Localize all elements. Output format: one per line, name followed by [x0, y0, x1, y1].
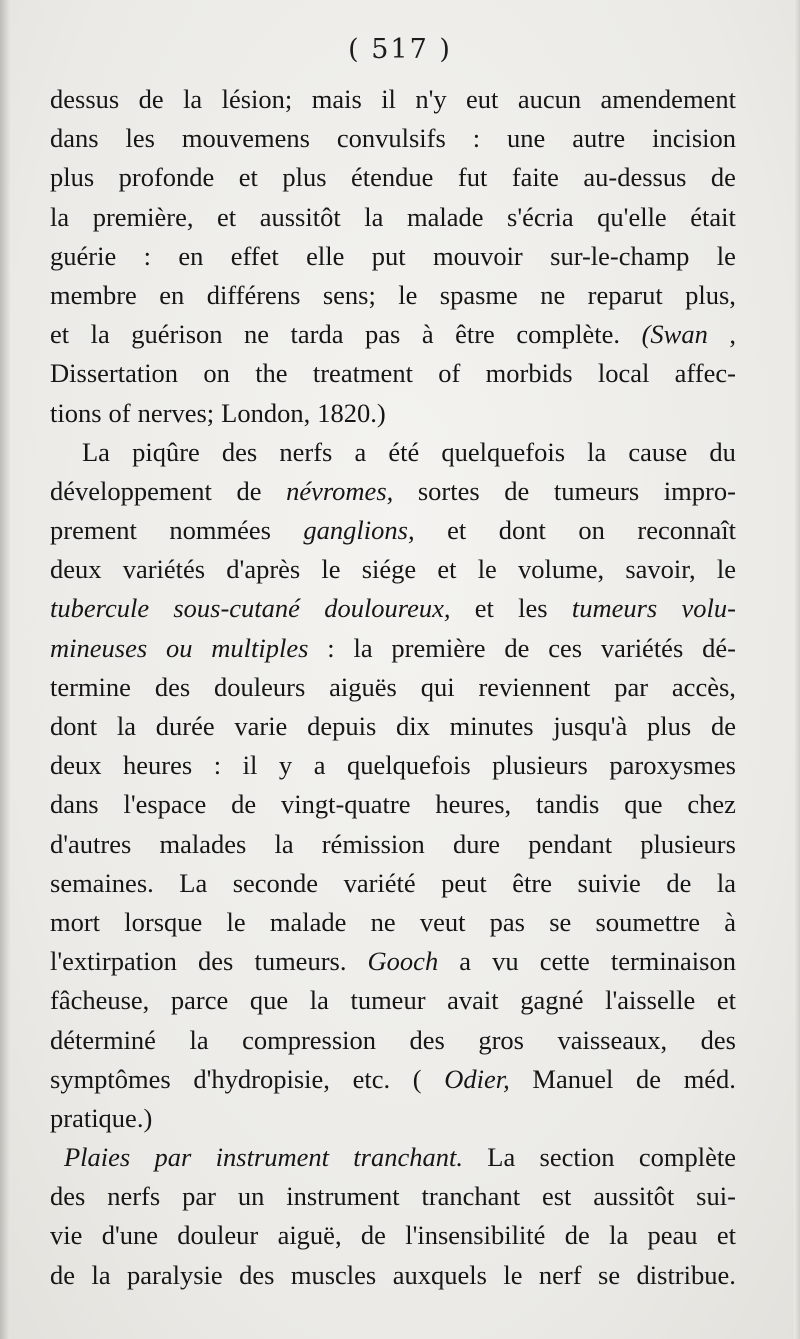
word: la	[91, 1259, 111, 1290]
word: la	[274, 828, 294, 859]
word: etc.	[352, 1063, 391, 1094]
text-line	[50, 668, 736, 707]
word: seconde	[232, 867, 319, 898]
word: volu-	[681, 593, 736, 624]
word: heures,	[435, 789, 512, 820]
text-line	[50, 1138, 736, 1177]
word: variétés	[600, 632, 684, 663]
word: affec-	[674, 358, 736, 389]
word: reparut	[587, 279, 663, 310]
word: nerfs	[279, 436, 333, 467]
word: dans	[50, 123, 99, 154]
word: été	[388, 436, 420, 467]
text-line	[50, 472, 736, 511]
word: la	[587, 436, 607, 467]
word: la	[364, 201, 384, 232]
word: déterminé	[50, 1024, 156, 1055]
word: malade	[406, 201, 484, 232]
word: des	[50, 1181, 86, 1212]
word: d'une	[101, 1220, 158, 1251]
word: pratique.)	[50, 1102, 153, 1133]
word: tubercule	[50, 593, 150, 624]
word: d'autres	[50, 828, 132, 859]
text-line	[50, 903, 736, 942]
word: tions	[50, 397, 102, 428]
word: s'écria	[507, 201, 574, 232]
word: des	[409, 1024, 445, 1055]
word: nommées	[169, 515, 271, 546]
word: jusqu'à	[553, 711, 628, 741]
word: rémission	[321, 828, 425, 859]
word: ne	[244, 319, 270, 350]
word: tranchant.	[353, 1142, 463, 1173]
word: aussitôt	[593, 1181, 675, 1212]
word: Odier,	[444, 1063, 510, 1094]
word: (Swan	[641, 319, 708, 350]
word: dé-	[702, 632, 736, 663]
word: peau	[647, 1220, 698, 1251]
word: l'extirpation	[50, 946, 177, 977]
word: la	[189, 1024, 209, 1055]
word: au-dessus	[583, 162, 687, 193]
word: de	[236, 475, 262, 506]
word: mort	[50, 906, 101, 937]
word: aiguë,	[277, 1220, 342, 1251]
text-line	[50, 1177, 736, 1216]
word: le	[226, 906, 246, 937]
word: la	[309, 985, 329, 1016]
word: malade	[269, 906, 347, 937]
word: guérison	[131, 319, 223, 350]
text-line	[50, 589, 736, 628]
word: du	[709, 436, 736, 467]
text-line	[50, 511, 736, 550]
text-line	[50, 629, 736, 668]
word: qui	[420, 671, 455, 702]
word: le	[503, 1259, 523, 1290]
word: tarda	[290, 319, 344, 350]
text-line	[50, 1060, 736, 1099]
word: de	[231, 789, 257, 820]
word: complète	[638, 1142, 736, 1173]
word: mineuses	[50, 632, 148, 663]
text-line	[50, 746, 736, 785]
word: tumeurs.	[254, 946, 347, 977]
word: dont	[498, 515, 546, 546]
word: et	[437, 554, 457, 585]
word: :	[143, 240, 151, 271]
word: être	[455, 319, 495, 350]
word: termine	[50, 671, 131, 702]
word: les	[518, 593, 548, 624]
word: local	[597, 358, 650, 389]
word: de	[710, 162, 736, 193]
word: de	[138, 84, 164, 114]
word: nerfs	[107, 1181, 161, 1212]
word: à	[421, 319, 434, 350]
word: en	[178, 240, 204, 271]
word: la	[353, 632, 373, 663]
word: par	[154, 1142, 192, 1173]
word: première,	[92, 201, 194, 232]
word: put	[371, 240, 406, 271]
word: plus	[282, 162, 327, 193]
word: la	[90, 319, 110, 350]
word: la	[609, 1220, 629, 1251]
word: compression	[242, 1024, 377, 1055]
word: (	[412, 1063, 422, 1094]
word: mouvemens	[181, 123, 310, 154]
word: différens	[206, 279, 301, 310]
word: on	[578, 515, 605, 546]
word: Gooch	[367, 946, 439, 977]
word: et	[474, 593, 494, 624]
word: prement	[50, 515, 137, 546]
word: variétés	[122, 554, 206, 585]
word: tumeurs	[553, 475, 640, 506]
word: paroxysmes	[609, 750, 736, 781]
word: instrument	[215, 1142, 330, 1173]
word: the	[255, 358, 288, 389]
word: de	[636, 1063, 662, 1094]
word: nerves;	[137, 397, 215, 428]
word: les	[125, 123, 155, 154]
word: méd.	[683, 1063, 736, 1094]
word: nerf	[538, 1259, 582, 1290]
word: douleur	[177, 1220, 259, 1251]
text-line	[50, 942, 736, 981]
word: ne	[540, 279, 566, 310]
word: de	[50, 1259, 76, 1290]
word: la	[716, 867, 736, 898]
word: autre	[572, 123, 626, 154]
word: tranchant	[421, 1181, 521, 1212]
word: deux	[50, 750, 102, 781]
word: heures	[123, 750, 193, 781]
word: que	[249, 985, 289, 1016]
word: par	[614, 671, 649, 702]
word: La	[82, 436, 110, 467]
word: piqûre	[132, 436, 200, 467]
word: elle	[306, 240, 345, 271]
word: et	[447, 515, 467, 546]
word: vie	[50, 1220, 83, 1251]
word: par	[182, 1181, 216, 1212]
word: durée	[155, 711, 215, 741]
word: terminaison	[610, 946, 736, 977]
word: à	[724, 906, 736, 937]
word: amendement	[600, 84, 736, 114]
text-line	[50, 433, 736, 472]
word: sur-le-champ	[550, 240, 690, 271]
word: eut	[466, 84, 499, 114]
word: dix	[396, 711, 430, 741]
word: deux	[50, 554, 102, 585]
text-line	[50, 825, 736, 864]
word: d'après	[226, 554, 301, 585]
word: fut	[457, 162, 488, 193]
word: peut	[441, 867, 487, 898]
word: 1820.)	[317, 397, 386, 428]
word: développement	[50, 475, 212, 506]
word: variété	[343, 867, 416, 898]
word: qu'elle	[597, 201, 667, 232]
word: tumeurs	[571, 593, 658, 624]
word: a	[354, 436, 367, 467]
word: spasme	[439, 279, 518, 310]
word: plusieurs	[492, 750, 588, 781]
word: impro-	[663, 475, 736, 506]
word: avait	[447, 985, 499, 1016]
word: auxquels	[392, 1259, 487, 1290]
word: il	[381, 84, 396, 114]
word: le	[477, 554, 497, 585]
text-line	[50, 785, 736, 824]
word: lésion;	[221, 84, 293, 114]
word: de	[666, 867, 692, 898]
page-number: ( 517 )	[348, 34, 452, 65]
word: malades	[159, 828, 247, 859]
word: ganglions,	[303, 515, 415, 546]
word: convulsifs	[336, 123, 446, 154]
text-line	[50, 237, 736, 276]
word: la	[50, 201, 70, 232]
word: et	[716, 1220, 736, 1251]
page-gutter-shadow	[0, 0, 10, 1339]
word: veut	[419, 906, 466, 937]
word: le	[716, 240, 736, 271]
word: la	[116, 711, 136, 741]
word: dans	[50, 789, 99, 820]
word: était	[690, 201, 736, 232]
word: première	[391, 632, 486, 663]
word: treatment	[312, 358, 413, 389]
word: gagné	[520, 985, 584, 1016]
word: le	[398, 279, 418, 310]
word: incision	[652, 123, 736, 154]
word: a	[459, 946, 472, 977]
word: l'aisselle	[605, 985, 696, 1016]
word: vu	[492, 946, 519, 977]
word: multiples	[211, 632, 309, 663]
word: pas	[489, 906, 525, 937]
word: profonde	[118, 162, 215, 193]
text-line	[50, 80, 736, 119]
word: de	[504, 632, 530, 663]
word: paralysie	[127, 1259, 223, 1290]
word: vingt-quatre	[280, 789, 411, 820]
word: de	[360, 1220, 386, 1251]
text-line	[50, 1216, 736, 1255]
word: aiguës	[329, 671, 397, 702]
word: être	[512, 867, 553, 898]
word: dessus	[50, 84, 120, 114]
text-line	[50, 119, 736, 158]
word: membre	[50, 279, 137, 310]
word: :	[327, 632, 335, 663]
word: de	[504, 475, 530, 506]
word: vaisseaux,	[557, 1024, 668, 1055]
body-text	[50, 80, 736, 1295]
word: accès,	[671, 671, 736, 702]
word: des	[154, 671, 191, 702]
word: ,	[729, 319, 736, 350]
word: parce	[170, 985, 229, 1016]
word: morbids	[485, 358, 573, 389]
word: ou	[165, 632, 193, 663]
word: étendue	[351, 162, 434, 193]
word: pendant	[528, 828, 613, 859]
word: effet	[230, 240, 279, 271]
word: siége	[361, 554, 417, 585]
word: dure	[452, 828, 501, 859]
word: l'insensibilité	[405, 1220, 546, 1251]
word: ne	[370, 906, 396, 937]
word: sens;	[322, 279, 376, 310]
word: complète.	[516, 319, 621, 350]
word: douleurs	[214, 671, 306, 702]
word: quelquefois	[441, 436, 566, 467]
word: reconnaît	[637, 515, 736, 546]
word: sui-	[696, 1181, 736, 1212]
word: section	[539, 1142, 615, 1173]
word: plus	[647, 711, 692, 741]
word: que	[624, 789, 663, 820]
page-edge-shadow	[794, 0, 800, 1339]
word: se	[598, 1259, 621, 1290]
word: of	[438, 358, 461, 389]
word: sortes	[417, 475, 480, 506]
word: cette	[539, 946, 590, 977]
word: suivie	[577, 867, 641, 898]
word: depuis	[307, 711, 377, 741]
word: des	[198, 946, 234, 977]
word: faite	[511, 162, 559, 193]
word: guérie	[50, 240, 117, 271]
word: plus	[50, 162, 95, 193]
word: dont	[50, 711, 98, 741]
word: Manuel	[532, 1063, 614, 1094]
word: il	[242, 750, 258, 781]
text-line	[50, 354, 736, 393]
word: une	[507, 123, 546, 154]
word: semaines.	[50, 867, 154, 898]
text-line	[50, 550, 736, 589]
word: La	[487, 1142, 516, 1173]
word: aussitôt	[259, 201, 341, 232]
word: :	[472, 123, 481, 154]
text-line	[50, 981, 736, 1020]
word: est	[541, 1181, 572, 1212]
word: de	[710, 711, 736, 741]
word: pas	[365, 319, 401, 350]
word: le	[321, 554, 341, 585]
text-line	[50, 864, 736, 903]
word: plus,	[685, 279, 736, 310]
word: et	[217, 201, 237, 232]
word: savoir,	[625, 554, 696, 585]
word: lorsque	[124, 906, 203, 937]
text-line	[50, 707, 736, 746]
word: minutes	[449, 711, 534, 741]
word: aucun	[517, 84, 582, 114]
word: chez	[687, 789, 736, 820]
word: un	[237, 1181, 265, 1212]
word: La	[179, 867, 208, 898]
word: Dissertation	[50, 358, 179, 389]
word: cause	[628, 436, 688, 467]
word: on	[203, 358, 230, 389]
word: mais	[311, 84, 362, 114]
word: gros	[478, 1024, 524, 1055]
word: mouvoir	[432, 240, 523, 271]
word: l'espace	[123, 789, 207, 820]
word: et	[50, 319, 70, 350]
word: of	[108, 397, 131, 428]
text-line	[50, 315, 736, 354]
word: tumeur	[350, 985, 426, 1016]
word: reviennent	[478, 671, 591, 702]
word: des	[700, 1024, 736, 1055]
word: douloureux,	[324, 593, 451, 624]
word: de	[564, 1220, 590, 1251]
word: quelquefois	[347, 750, 471, 781]
text-line	[50, 1021, 736, 1060]
word: d'hydropisie,	[193, 1063, 330, 1094]
word: distribue.	[636, 1259, 736, 1290]
word: n'y	[415, 84, 447, 114]
word: et	[238, 162, 258, 193]
word: London,	[221, 397, 311, 428]
word: :	[213, 750, 222, 781]
word: y	[278, 750, 293, 781]
word: soumettre	[595, 906, 701, 937]
text-line	[50, 1099, 736, 1138]
text-line	[50, 394, 736, 433]
word: la	[183, 84, 203, 114]
word: tandis	[536, 789, 600, 820]
word: volume,	[518, 554, 605, 585]
word: se	[549, 906, 572, 937]
word: sous-cutané	[173, 593, 300, 624]
text-line	[50, 276, 736, 315]
word: plusieurs	[640, 828, 736, 859]
word: Plaies	[64, 1142, 131, 1173]
word: fâcheuse,	[50, 985, 150, 1016]
text-line	[50, 198, 736, 237]
text-line	[50, 1256, 736, 1295]
word: instrument	[286, 1181, 400, 1212]
word: muscles	[290, 1259, 377, 1290]
word: des	[239, 1259, 275, 1290]
word: ces	[548, 632, 583, 663]
word: varie	[234, 711, 288, 741]
word: et	[716, 985, 736, 1016]
word: a	[313, 750, 326, 781]
word: en	[159, 279, 185, 310]
text-line	[50, 158, 736, 197]
word: le	[716, 554, 736, 585]
word: symptômes	[50, 1063, 171, 1094]
word: névromes,	[286, 475, 394, 506]
word: des	[221, 436, 258, 467]
